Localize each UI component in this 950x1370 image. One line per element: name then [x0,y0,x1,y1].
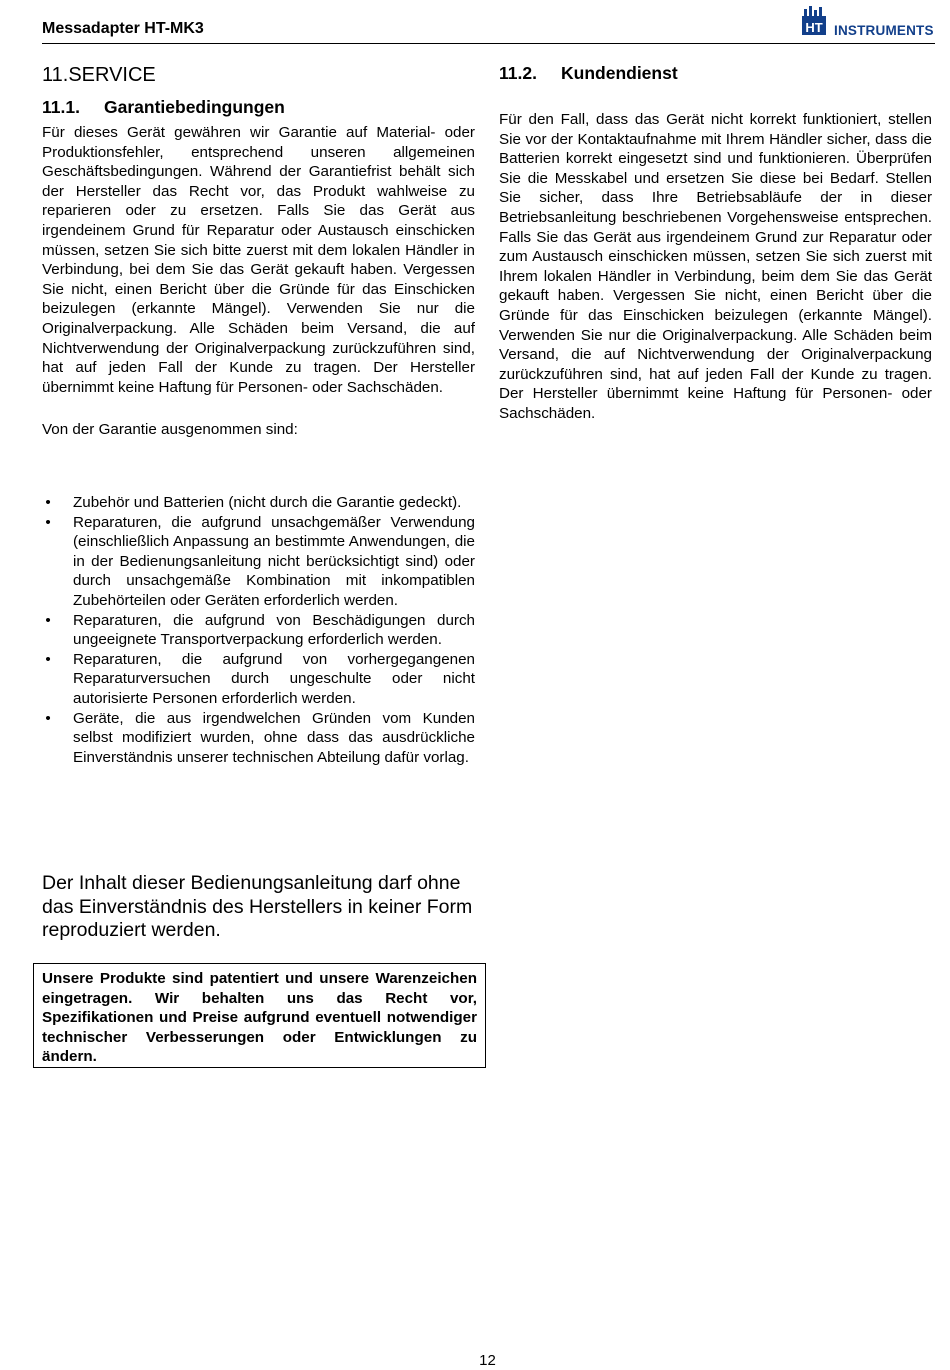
copyright-notice: Der Inhalt dieser Bedienungsanleitung darf ohne das Einverständnis des Herstellers in keiner Form reproduziert werden. [42,872,473,941]
brand-logo [801,4,933,38]
bullet-icon: • [45,513,51,531]
logo-wordmark: INSTRUMENTS [834,23,934,38]
exclusions-intro: Von der Garantie ausgenommen sind: [42,421,298,439]
section-heading [42,66,475,96]
list-item: • Geräte, die aus irgendwelchen Gründen vom Kunden selbst modifiziert wurden, ohne dass das ausdrückliche Einverständnis unserer technischen Abteilung dafür vorlag. [42,709,475,768]
subsection-number: 11.1. [42,97,80,117]
bullet-icon: • [45,611,51,629]
subsection-number: 11.2. [499,63,537,83]
ht-logo-icon [801,6,827,36]
section-title: SERVICE [68,64,156,86]
page-header [42,0,935,44]
warranty-heading [42,98,475,123]
bullet-icon: • [45,709,51,727]
page-number: 12 [479,1352,496,1369]
service-paragraph: Für den Fall, dass das Gerät nicht korrekt funktioniert, stellen Sie vor der Kontaktaufnahme mit Ihrem Händler sicher, dass die Batterien korrekt eingesetzt sind und funktionieren. Überprüfen Sie die Messkabel und ersetzen Sie diese bei Bedarf. Stellen Sie sicher, dass Ihre Betriebsabläufe der in dieser Betriebsanleitung beschriebenen Vorgehensweise entsprechen. Falls Sie das Gerät aus irgendeinem Grund zur Reparatur oder zum Austausch einschicken müssen, setzen Sie sich zuerst mit Ihrem lokalen Händler in Verbindung, beim dem Sie das Gerät gekauft haben. Vergessen Sie nicht, einen Bericht über die Gründe für das Einschicken beizulegen (erkannte Mängel). Verwenden Sie nur die Originalverpackung. Alle Schäden beim Versand, die auf Nichtverwendung der Originalverpackung zurückzuführen sind, hat auf jeden Fall der Kunde zu tragen. Der Hersteller übernimmt keine Haftung für Personen- oder Sachschäden. [499,111,932,422]
left-column [42,62,475,440]
list-item: • Reparaturen, die aufgrund von vorhergegangenen Reparaturversuchen durch ungeschulte oder nicht autorisierte Personen erforderlich werden. [42,650,475,709]
document-title: Messadapter HT-MK3 [42,20,204,37]
list-item: • Reparaturen, die aufgrund von Beschädigungen durch ungeeignete Transportverpackung erforderlich werden. [42,611,475,650]
exclusions-list [42,493,475,767]
list-item: • Zubehör und Batterien (nicht durch die Garantie gedeckt). [42,493,475,513]
warranty-paragraph: Für dieses Gerät gewähren wir Garantie auf Material- oder Produktionsfehler, entsprechend unseren allgemeinen Geschäftsbedingungen. Während der Garantiefrist behält sich der Hersteller das Recht vor, das Produkt wahlweise zu reparieren oder zu ersetzen. Falls Sie das Gerät aus irgendeinem Grund für Reparatur oder Austausch einschicken müssen, setzen Sie sich bitte zuerst mit dem lokalen Händler in Verbindung, bei dem Sie das Gerät gekauft haben. Vergessen Sie nicht, einen Bericht über die Gründe für das Einschicken beizulegen (erkannte Mängel). Verwenden Sie nur die Originalverpackung. Alle Schäden beim Versand, die auf Nichtverwendung der Originalverpackung zurückzuführen sind, hat auf jeden Fall der Kunde zu tragen. Der Hersteller übernimmt keine Haftung für Personen- oder Sachschäden. [42,124,475,396]
bullet-icon: • [45,650,51,668]
svg-text:HT: HT [805,20,823,35]
right-column [499,62,932,424]
section-number: 11. [42,64,69,86]
subsection-title: Kundendienst [561,63,678,83]
bullet-icon: • [45,494,51,511]
subsection-title: Garantiebedingungen [104,97,285,117]
list-item: • Reparaturen, die aufgrund unsachgemäßer Verwendung (einschließlich Anpassung an bestimmte Anwendungen, die in der Bedienungsanleitung nicht berücksichtigt sind) oder durch unsachgemäße Kombination mit inkompatiblen Zubehörteilen oder Geräten erforderlich werden. [42,513,475,611]
service-heading [499,64,932,110]
patent-notice-box: Unsere Produkte sind patentiert und unsere Warenzeichen eingetragen. Wir behalten uns das Recht vor, Spezifikationen und Preise aufgrund eventuell notwendiger technischer Verbesserungen oder Entwicklungen zu ändern. [33,963,486,1068]
